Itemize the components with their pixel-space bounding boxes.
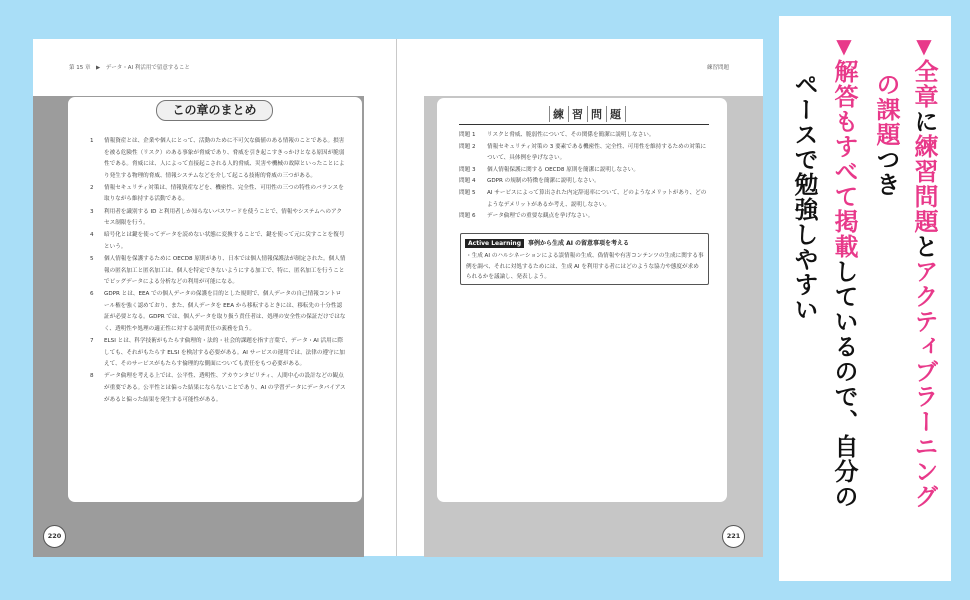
promo-text: しているので、自分の	[830, 259, 858, 509]
promo-text: の課題	[872, 72, 900, 147]
promo-text: と	[910, 234, 938, 259]
promo-text: 練習問題	[910, 134, 938, 234]
promo-text: 全章	[910, 59, 938, 109]
active-learning-tag: Active Learning	[465, 239, 524, 248]
summary-item	[90, 254, 346, 289]
exercise-title-char: 問	[587, 106, 606, 122]
question-item	[459, 130, 711, 142]
summary-item-text: 個人情報を保護するために OECD8 原則があり、日本では個人情報保護法が制定された。個人情報の匿名加工と匿名加工は、個人を特定できないようにする加工で、特に、匿名加工を行うことでビッグデータによる分析などの利用が可能になる。	[104, 255, 346, 286]
summary-list	[90, 136, 346, 407]
summary-item	[90, 183, 346, 206]
summary-item	[90, 230, 346, 253]
summary-item	[90, 371, 346, 406]
promo-column-1	[909, 34, 939, 509]
left-page	[33, 39, 397, 556]
promo-text: ペースで勉強しやすい	[790, 72, 818, 322]
active-learning-header	[465, 238, 629, 248]
page-number-left: 220	[43, 525, 66, 548]
summary-item-text: データ倫理を考える上では、公平性、透明性、アカウンタビリティ、人間中心の設計などの観点が重要である。公平性とは偏った結果にならないことであり、AI の学習データにデータバイアスがあると偏った結果を発生する可能性がある。	[104, 373, 346, 403]
promo-text: に	[910, 109, 938, 134]
question-item	[459, 211, 711, 223]
promo-column-3	[829, 34, 859, 509]
promo-panel	[779, 16, 951, 581]
right-page-header: 練習問題	[706, 65, 729, 71]
promo-column-2	[871, 72, 901, 197]
summary-item-number: 2	[90, 184, 94, 191]
summary-item-number: 1	[90, 138, 94, 144]
exercise-title	[549, 106, 626, 122]
summary-card	[68, 97, 362, 502]
exercise-card	[437, 98, 727, 502]
summary-item-text: 利用者を識別する ID と利用者しか知らないパスワードを使うことで、情報やシステムへのアクセス制限を行う。	[104, 208, 343, 227]
question-label: 問題 4	[459, 178, 476, 185]
promo-text: アクティブラーニング	[910, 259, 938, 509]
summary-item-number: 3	[90, 208, 94, 215]
exercise-title-char: 題	[606, 106, 626, 122]
triangle-marker-icon: ▼	[912, 34, 936, 59]
summary-item-number: 6	[90, 291, 94, 298]
question-item	[459, 176, 711, 188]
question-label: 問題 5	[459, 189, 476, 196]
question-item	[459, 188, 711, 211]
question-text: AI サービスによって算出された内定辞退率について、どのようなメリットがあり、どのようなデメリットがあるか考え、説明しなさい。	[487, 189, 707, 208]
promo-text: 解答もすべて掲載	[830, 59, 858, 259]
question-label: 問題 1	[459, 132, 476, 138]
exercise-title-rule	[459, 124, 709, 125]
summary-item-text: 暗号化とは鍵を使ってデータを読めない状態に変換することで、鍵を使って元に戻すことを復号という。	[104, 232, 345, 250]
promo-text: つき	[872, 147, 900, 197]
page-number-right: 221	[722, 525, 745, 548]
summary-item	[90, 336, 346, 371]
summary-item-text: ELSI とは、科学技術がもたらす倫理的・法的・社会的課題を指す言葉で、データ・AI 活用に際しても、それがもたらす ELSI を検討する必要がある。AI サービスの運用では、法律の遵守に加えて、そのサービスがもたらす倫理的な側面についても責任をもつ必要がある。	[104, 338, 345, 368]
summary-item-number: 7	[90, 338, 94, 345]
question-text: 情報セキュリティ対策の 3 要素である機密性、完全性、可用性を維持するための対策について、具体例を挙げなさい。	[487, 143, 707, 162]
active-learning-box	[460, 233, 709, 285]
summary-title: この章のまとめ	[156, 100, 273, 121]
question-label: 問題 6	[459, 213, 476, 220]
summary-item-number: 4	[90, 232, 94, 239]
left-page-header: 第 15 章 ▶ データ・AI 利活用で留意すること	[69, 65, 190, 71]
summary-item-text: 情報セキュリティ対策は、情報資産などを、機密性、完全性、可用性の三つの特性のバランスを取りながら維持する活動である。	[104, 184, 344, 203]
question-list	[459, 130, 711, 223]
question-label: 問題 2	[459, 143, 476, 150]
triangle-marker-icon: ▼	[832, 34, 856, 59]
question-text: リスクと脅威、脆弱性について、その関係を簡潔に説明しなさい。	[487, 132, 655, 138]
right-page	[397, 39, 763, 556]
active-learning-body: ・生成 AI のハルシネーションによる誤情報の生成、偽情報や有害コンテンツの生成に関する事例を調べ、それに対処するためには、生成 AI を利用する者にはどのような協力や態度が求められるかを議論し、発表しよう。	[466, 253, 704, 280]
summary-item	[90, 136, 346, 182]
question-item	[459, 142, 711, 165]
exercise-title-char: 習	[568, 106, 587, 122]
exercise-title-char: 練	[549, 106, 568, 122]
summary-item-text: GDPR とは、EEA での個人データの保護を目的とした規則で、個人データの自己情報コントロール権を強く認めており、また、個人データを EEA から移転するときには、移転先の十分性認証が必要となる。GDPR では、個人データを取り扱う責任者は、処理の安全性の保証だけではなく、透明性や処理の適正性に対する説明責任の義務を負う。	[104, 291, 346, 332]
summary-item	[90, 289, 346, 335]
question-item	[459, 165, 711, 177]
question-text: 個人情報保護に関する OECD8 原則を簡潔に説明しなさい。	[487, 166, 639, 173]
summary-item-number: 5	[90, 255, 94, 262]
promo-column-4	[789, 72, 819, 322]
summary-item-number: 8	[90, 373, 94, 380]
active-learning-title: 事例から生成 AI の留意事項を考える	[528, 240, 630, 247]
question-text: GDPR の規制の特徴を簡潔に説明しなさい。	[487, 178, 600, 185]
question-text: データ倫理での重要な観点を挙げなさい。	[487, 213, 594, 220]
question-label: 問題 3	[459, 166, 476, 173]
summary-item	[90, 207, 346, 230]
summary-item-text: 情報資産とは、企業や個人にとって、活動のために不可欠な価値のある情報のことである。損害を被る危険性（リスク）のある事象が脅威であり、脅威を引き起こすきっかけとなる原因が脆弱性である。脅威には、人によって直接起こされる人的脅威、災害や機械の故障といったことにより発生する物理的脅威、情報システムなどを介して起こる技術的脅威の三つがある。	[104, 138, 345, 179]
